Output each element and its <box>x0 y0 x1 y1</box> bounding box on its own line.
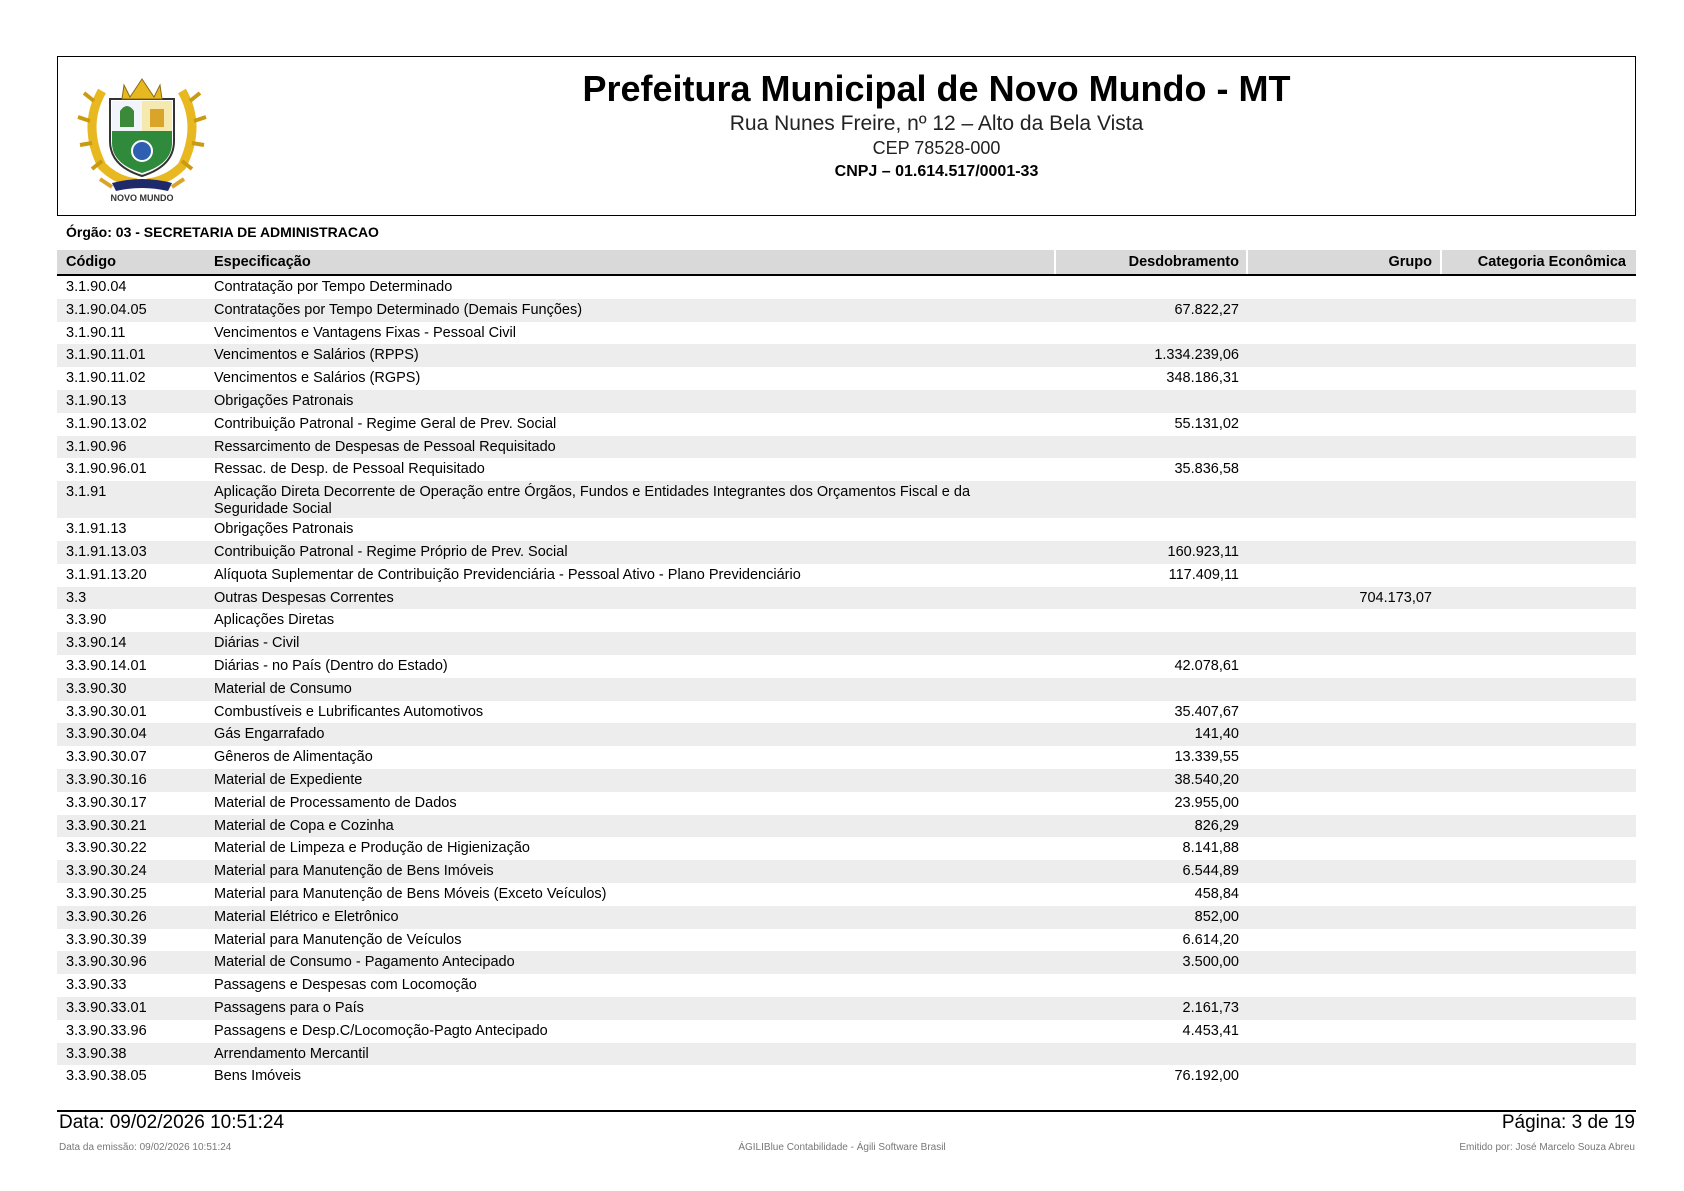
spec-cell: Material de Consumo <box>214 680 352 697</box>
table-row <box>57 906 1636 929</box>
table-row <box>57 344 1636 367</box>
code-cell: 3.1.90.04 <box>66 279 127 295</box>
table-row <box>57 587 1636 610</box>
spec-cell: Ressac. de Desp. de Pessoal Requisitado <box>214 461 485 478</box>
table-row <box>57 1065 1636 1088</box>
desdobramento-cell: 23.955,00 <box>1174 794 1239 811</box>
table-body <box>57 276 1636 1088</box>
desdobramento-cell: 42.078,61 <box>1174 657 1239 674</box>
desdobramento-cell: 55.131,02 <box>1174 415 1239 432</box>
desdobramento-cell: 4.453,41 <box>1182 1022 1239 1039</box>
desdobramento-cell: 458,84 <box>1194 885 1239 902</box>
spec-cell: Alíquota Suplementar de Contribuição Previdenciária - Pessoal Ativo - Plano Previdenciário <box>214 566 801 583</box>
code-cell: 3.3.90.14 <box>66 635 127 652</box>
spec-cell: Obrigações Patronais <box>214 521 354 538</box>
code-cell: 3.3.90.30.24 <box>66 863 147 880</box>
code-cell: 3.1.91.13.03 <box>66 543 147 560</box>
table-row <box>57 458 1636 481</box>
cnpj-line: CNPJ – 01.614.517/0001-33 <box>834 163 1039 180</box>
code-cell: 3.3.90.30 <box>66 680 127 697</box>
desdobramento-cell: 2.161,73 <box>1182 999 1239 1016</box>
footer-date: Data: 09/02/2026 10:51:24 <box>59 1112 285 1133</box>
code-cell: 3.1.90.11 <box>66 324 126 341</box>
code-cell: 3.3.90.30.16 <box>66 771 147 788</box>
code-cell: 3.1.90.11.01 <box>66 347 146 364</box>
spec-cell: Gêneros de Alimentação <box>214 749 373 766</box>
footer-emitted-by: Emitido por: José Marcelo Souza Abreu <box>1459 1142 1635 1153</box>
spec-cell: Gás Engarrafado <box>214 726 325 743</box>
table-row <box>57 815 1636 838</box>
table-row <box>57 655 1636 678</box>
spec-cell: Vencimentos e Vantagens Fixas - Pessoal Civil <box>214 324 516 341</box>
spec-cell: Material de Expediente <box>214 771 363 788</box>
code-cell: 3.1.91 <box>66 484 107 501</box>
col-header-desdobramento: Desdobramento <box>1128 254 1239 270</box>
spec-cell: Contribuição Patronal - Regime Próprio de Prev. Social <box>214 543 568 560</box>
table-row <box>57 746 1636 769</box>
spec-cell: Material para Manutenção de Veículos <box>214 931 462 948</box>
spec-cell: Arrendamento Mercantil <box>214 1045 369 1062</box>
table-row <box>57 723 1636 746</box>
desdobramento-cell: 38.540,20 <box>1174 771 1239 788</box>
spec-cell: Material para Manutenção de Bens Imóveis <box>214 863 494 880</box>
cep-line: CEP 78528-000 <box>872 138 1001 158</box>
spec-cell: Contratações por Tempo Determinado (Demais Funções) <box>214 301 583 318</box>
column-divider <box>1440 250 1442 274</box>
spec-cell: Contratação por Tempo Determinado <box>214 279 453 295</box>
table-row <box>57 299 1636 322</box>
table-row <box>57 769 1636 792</box>
desdobramento-cell: 6.544,89 <box>1182 863 1239 880</box>
desdobramento-cell: 35.836,58 <box>1174 461 1239 478</box>
code-cell: 3.3.90.30.39 <box>66 931 147 948</box>
spec-cell: Material de Limpeza e Produção de Higienização <box>214 840 530 857</box>
table-row <box>57 564 1636 587</box>
table-row <box>57 929 1636 952</box>
desdobramento-cell: 160.923,11 <box>1167 543 1239 560</box>
table-row <box>57 436 1636 459</box>
table-row <box>57 609 1636 632</box>
code-cell: 3.1.90.96.01 <box>66 461 147 478</box>
desdobramento-cell: 1.334.239,06 <box>1154 347 1239 364</box>
code-cell: 3.3.90.30.26 <box>66 908 147 925</box>
table-row <box>57 1020 1636 1043</box>
table-row <box>57 632 1636 655</box>
spec-cell: Diárias - Civil <box>214 635 300 652</box>
table-row <box>57 792 1636 815</box>
spec-cell: Aplicações Diretas <box>214 612 335 629</box>
desdobramento-cell: 76.192,00 <box>1174 1068 1239 1085</box>
desdobramento-cell: 852,00 <box>1194 908 1239 925</box>
table-row <box>57 701 1636 724</box>
col-header-grupo: Grupo <box>1388 254 1432 270</box>
spec-cell: Contribuição Patronal - Regime Geral de Prev. Social <box>214 415 557 432</box>
desdobramento-cell: 67.822,27 <box>1174 301 1239 318</box>
spec-cell: Passagens para o País <box>214 999 364 1016</box>
expense-table <box>57 250 1636 1088</box>
table-row <box>57 974 1636 997</box>
code-cell: 3.1.90.13.02 <box>66 415 147 432</box>
header-text-block <box>238 67 1635 185</box>
table-row <box>57 276 1636 299</box>
desdobramento-cell: 117.409,11 <box>1168 566 1239 583</box>
desdobramento-cell: 141,40 <box>1194 726 1239 743</box>
footer-divider <box>57 1110 1636 1112</box>
table-header <box>57 250 1636 276</box>
spec-cell: Obrigações Patronais <box>214 392 354 409</box>
code-cell: 3.3.90.30.22 <box>66 840 147 857</box>
spec-cell: Outras Despesas Correntes <box>214 589 394 606</box>
desdobramento-cell: 3.500,00 <box>1182 954 1239 971</box>
footer-emission-date: Data da emissão: 09/02/2026 10:51:24 <box>59 1142 232 1153</box>
code-cell: 3.3.90.30.21 <box>66 817 147 834</box>
desdobramento-cell: 348.186,31 <box>1166 370 1239 387</box>
code-cell: 3.3 <box>66 589 87 606</box>
table-row <box>57 997 1636 1020</box>
footer-software: ÁGILIBlue Contabilidade - Ágili Software Brasil <box>738 1142 946 1153</box>
code-cell: 3.3.90.30.25 <box>66 885 147 902</box>
code-cell: 3.3.90.33 <box>66 977 127 994</box>
column-divider <box>1246 250 1248 274</box>
address-line: Rua Nunes Freire, nº 12 – Alto da Bela Vista <box>729 112 1144 135</box>
grupo-cell: 704.173,07 <box>1359 589 1432 606</box>
table-row <box>57 951 1636 974</box>
desdobramento-cell: 35.407,67 <box>1174 703 1239 720</box>
column-divider <box>1054 250 1056 274</box>
table-row <box>57 413 1636 436</box>
footer-page-number: Página: 3 de 19 <box>1501 1112 1635 1133</box>
spec-cell: Combustíveis e Lubrificantes Automotivos <box>214 703 484 720</box>
desdobramento-cell: 6.614,20 <box>1182 931 1239 948</box>
table-row <box>57 541 1636 564</box>
code-cell: 3.3.90.30.01 <box>66 703 147 720</box>
table-row <box>57 883 1636 906</box>
spec-cell: Vencimentos e Salários (RGPS) <box>214 370 421 387</box>
municipal-coat-of-arms-logo <box>72 71 212 203</box>
report-header <box>57 56 1636 216</box>
table-row <box>57 481 1636 518</box>
desdobramento-cell: 8.141,88 <box>1182 840 1239 857</box>
spec-cell: Material para Manutenção de Bens Móveis (Exceto Veículos) <box>214 885 607 902</box>
spec-cell: Aplicação Direta Decorrente de Operação entre Órgãos, Fundos e Entidades Integrantes dos Orçamentos Fiscal e da Seguridade Social <box>214 484 971 518</box>
code-cell: 3.3.90.30.04 <box>66 726 147 743</box>
spec-cell: Material Elétrico e Eletrônico <box>214 908 399 925</box>
code-cell: 3.1.90.13 <box>66 392 127 409</box>
code-cell: 3.3.90.14.01 <box>66 657 147 674</box>
spec-cell: Material de Copa e Cozinha <box>214 817 394 834</box>
code-cell: 3.3.90.30.07 <box>66 749 147 766</box>
code-cell: 3.3.90.30.96 <box>66 954 147 971</box>
code-cell: 3.3.90.33.96 <box>66 1022 147 1039</box>
col-header-especificacao: Especificação <box>214 254 311 270</box>
page-title: Prefeitura Municipal de Novo Mundo - MT <box>582 68 1291 109</box>
code-cell: 3.3.90.33.01 <box>66 999 147 1016</box>
code-cell: 3.3.90.38.05 <box>66 1068 147 1085</box>
desdobramento-cell: 826,29 <box>1194 817 1239 834</box>
code-cell: 3.1.90.11.02 <box>66 370 146 387</box>
code-cell: 3.3.90.38 <box>66 1045 127 1062</box>
table-row <box>57 518 1636 541</box>
table-row <box>57 390 1636 413</box>
spec-cell: Passagens e Desp.C/Locomoção-Pagto Antecipado <box>214 1022 548 1039</box>
col-header-categoria: Categoria Econômica <box>1477 254 1626 270</box>
table-row <box>57 322 1636 345</box>
table-row <box>57 837 1636 860</box>
code-cell: 3.3.90 <box>66 612 107 629</box>
code-cell: 3.1.91.13.20 <box>66 566 147 583</box>
table-row <box>57 367 1636 390</box>
code-cell: 3.1.91.13 <box>66 521 127 538</box>
spec-cell: Vencimentos e Salários (RPPS) <box>214 347 419 364</box>
code-cell: 3.3.90.30.17 <box>66 794 147 811</box>
spec-cell: Material de Processamento de Dados <box>214 794 457 811</box>
desdobramento-cell: 13.339,55 <box>1174 749 1239 766</box>
code-cell: 3.1.90.96 <box>66 438 127 455</box>
spec-cell: Bens Imóveis <box>214 1068 302 1085</box>
spec-cell: Passagens e Despesas com Locomoção <box>214 977 477 994</box>
spec-cell: Diárias - no País (Dentro do Estado) <box>214 657 448 674</box>
svg-text:NOVO MUNDO: NOVO MUNDO <box>110 193 174 203</box>
spec-cell: Material de Consumo - Pagamento Antecipado <box>214 954 515 971</box>
spec-cell: Ressarcimento de Despesas de Pessoal Requisitado <box>214 438 556 455</box>
table-row <box>57 678 1636 701</box>
col-header-codigo: Código <box>66 254 116 270</box>
code-cell: 3.1.90.04.05 <box>66 301 147 318</box>
orgao-label: Órgão: 03 - SECRETARIA DE ADMINISTRACAO <box>66 224 379 240</box>
table-row <box>57 860 1636 883</box>
table-row <box>57 1043 1636 1066</box>
